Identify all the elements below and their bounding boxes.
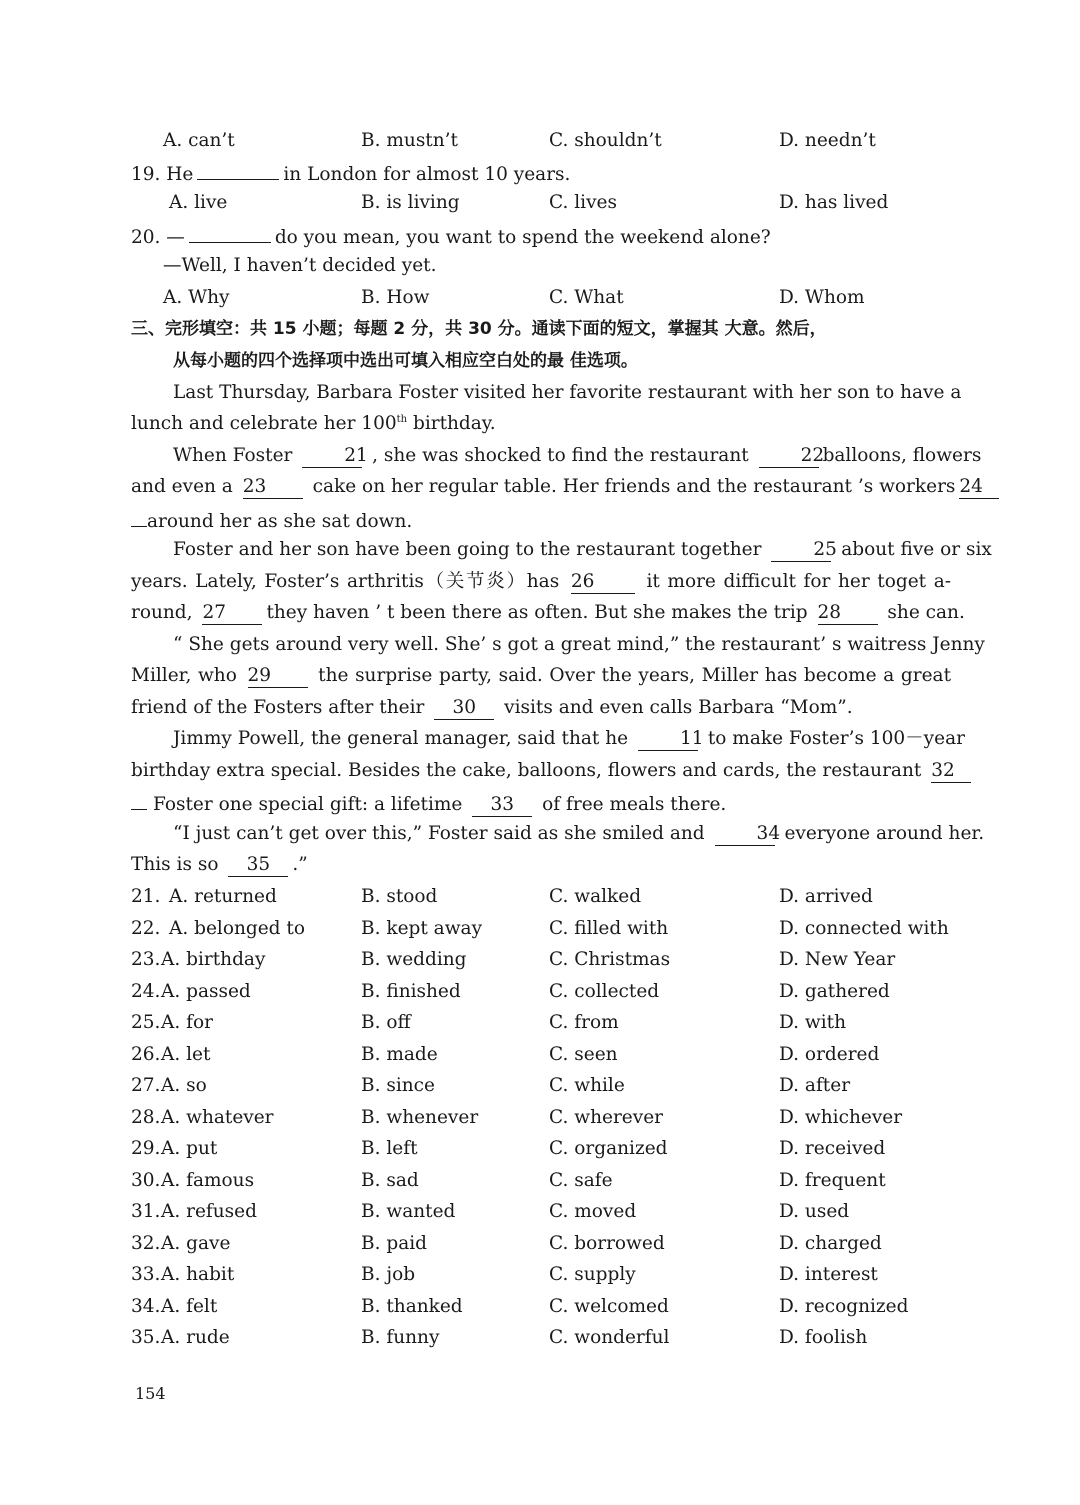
passage-line (131, 850, 308, 880)
passage-line (131, 504, 412, 534)
blank-22: 22 (759, 445, 819, 468)
option-d: D. used (779, 1201, 850, 1222)
option-a: A. let (161, 1043, 211, 1065)
passage-text: to make Foster’s 100－year (707, 728, 965, 749)
blank-32-continued (131, 787, 147, 810)
passage-line: Last Thursday, Barbara Foster visited her favorite restaurant with her son to have a (173, 382, 962, 403)
choice-row (131, 1292, 951, 1322)
option-b: B. since (361, 1075, 435, 1096)
question-19 (131, 157, 570, 187)
page-number: 154 (135, 1384, 166, 1403)
passage-text: Miller, who (131, 665, 237, 686)
blank-32: 32 (931, 760, 971, 783)
blank-31: 11 (638, 728, 698, 751)
passage-text: This is so (131, 854, 219, 875)
option-a: A. refused (161, 1201, 257, 1222)
option-a: A. belonged to (169, 917, 305, 939)
passage-text: of free meals there. (542, 794, 727, 815)
option-d: D. New Year (779, 949, 896, 970)
option-a: A. felt (161, 1295, 218, 1317)
option-b: B. thanked (361, 1295, 463, 1317)
passage-line (131, 441, 982, 471)
blank-33: 33 (472, 794, 532, 817)
question-number: 24. (131, 980, 161, 1002)
option-b: B. sad (361, 1169, 419, 1191)
option-d: D. needn’t (779, 130, 876, 151)
section-heading: 三、完形填空：共 15 小题；每题 2 分，共 30 分。通读下面的短文，掌握其 大意。然后， (131, 319, 827, 339)
option-d: D. gathered (779, 980, 890, 1002)
option-b: B. wanted (361, 1201, 456, 1222)
option-a: A. famous (161, 1169, 255, 1191)
passage-text: Foster one special gift: a lifetime (153, 794, 463, 815)
option-c: C. moved (549, 1201, 637, 1222)
question-number: 25. (131, 1012, 161, 1033)
option-a: A. whatever (161, 1106, 274, 1128)
blank-27: 27 (202, 602, 262, 625)
option-c: C. lives (549, 192, 617, 213)
option-c: C. wonderful (549, 1327, 670, 1348)
question-number: 32. (131, 1232, 161, 1254)
passage-text: and even a (131, 476, 233, 497)
option-c: C. filled with (549, 917, 669, 939)
answer-blank (189, 220, 271, 243)
choice-row (131, 1040, 951, 1070)
option-c: C. walked (549, 886, 642, 907)
question-number: 20. — (131, 227, 185, 248)
option-b: B. made (361, 1043, 438, 1065)
option-a: A. returned (169, 886, 277, 907)
passage-line: “ She gets around very well. She’ s got a great mind,” the restaurant’ s waitress Jenny (173, 634, 985, 655)
q20-options (131, 283, 951, 313)
blank-34: 34 (715, 823, 775, 846)
option-d: D. ordered (779, 1043, 880, 1065)
passage-text: years. Lately, Foster’s arthritis（关节炎）has (131, 571, 560, 592)
question-text: do you mean, you want to spend the weekend alone? (274, 227, 771, 248)
option-b: B. stood (361, 886, 438, 907)
passage-text: visits and even calls Barbara “Mom”. (504, 697, 853, 718)
passage-text: birthday extra special. Besides the cake, balloons, flowers and cards, the restaurant (131, 760, 922, 781)
option-a: A. Why (163, 287, 230, 308)
passage-text: .” (292, 854, 308, 875)
question-number: 29. (131, 1138, 161, 1159)
passage-text: about five or six (841, 539, 992, 560)
option-d: D. after (779, 1075, 851, 1096)
question-text: in London for almost 10 years. (283, 164, 571, 185)
choice-row (131, 977, 951, 1007)
passage-text: cake on her regular table. Her friends and the restaurant ’s workers (312, 476, 956, 497)
option-d: D. connected with (779, 917, 949, 939)
option-b: B. left (361, 1138, 418, 1159)
option-d: D. interest (779, 1264, 878, 1285)
passage-line (131, 756, 955, 786)
passage-line (131, 472, 983, 502)
passage-text: “I just can’t get over this,” Foster said as she smiled and (173, 823, 705, 844)
option-c: C. What (549, 287, 624, 308)
option-a: A. birthday (161, 949, 266, 970)
q19-options (131, 188, 951, 218)
option-b: B. whenever (361, 1106, 479, 1128)
passage-text: Foster and her son have been going to the restaurant together (173, 539, 762, 560)
option-d: D. received (779, 1138, 886, 1159)
question-number: 27. (131, 1075, 161, 1096)
passage-text: the surprise party, said. Over the years, Miller has become a great (318, 665, 952, 686)
option-a: A. passed (161, 980, 251, 1002)
blank-25: 25 (771, 539, 831, 562)
option-c: C. from (549, 1012, 619, 1033)
option-c: C. supply (549, 1264, 636, 1285)
option-d: D. arrived (779, 886, 873, 907)
blank-24: 24 (959, 476, 999, 499)
option-c: C. shouldn’t (549, 130, 662, 151)
choice-row (131, 1134, 951, 1164)
option-a: A. so (161, 1075, 207, 1096)
choice-row (131, 882, 951, 912)
passage-text: it more difficult for her toget a- (646, 571, 951, 592)
blank-26: 26 (571, 571, 635, 594)
option-b: B. is living (361, 192, 460, 213)
option-b: B. wedding (361, 949, 467, 970)
answer-blank (197, 157, 279, 180)
option-d: D. foolish (779, 1327, 868, 1348)
option-b: B. off (361, 1012, 411, 1033)
passage-line (131, 787, 726, 817)
q18-options (131, 126, 951, 156)
option-b: B. funny (361, 1327, 440, 1348)
option-d: D. with (779, 1012, 847, 1033)
choice-row (131, 914, 951, 944)
option-a: A. live (169, 192, 228, 213)
passage-text: Jimmy Powell, the general manager, said that he (173, 728, 629, 749)
option-a: A. for (161, 1012, 213, 1033)
choice-row (131, 1260, 951, 1290)
passage-line (131, 724, 965, 754)
blank-30: 30 (434, 697, 494, 720)
option-b: B. How (361, 287, 430, 308)
section-heading-2: 从每小题的四个选择项中选出可填入相应空白处的最 佳选项。 (173, 351, 638, 371)
question-number: 30. (131, 1169, 161, 1191)
option-a: A. put (161, 1138, 218, 1159)
option-c: C. wherever (549, 1106, 663, 1128)
choice-row (131, 1008, 951, 1038)
option-d: D. whichever (779, 1106, 903, 1128)
passage-text: around her as she sat down. (147, 511, 413, 532)
passage-text: When Foster (173, 445, 293, 466)
passage-line (131, 661, 951, 691)
blank-21: 21 (302, 445, 362, 468)
option-a: A. habit (161, 1264, 235, 1285)
option-b: B. kept away (361, 917, 483, 939)
passage-text: they haven ’ t been there as often. But she makes the trip (266, 602, 808, 623)
blank-29: 29 (248, 665, 308, 688)
question-number: 34. (131, 1295, 161, 1317)
option-c: C. welcomed (549, 1295, 669, 1317)
option-c: C. while (549, 1075, 625, 1096)
blank-24-continued (131, 504, 147, 527)
passage-text: she can. (887, 602, 965, 623)
choice-row (131, 1197, 951, 1227)
passage-text: friend of the Fosters after their (131, 697, 425, 718)
choice-row (131, 1071, 951, 1101)
question-20-reply: —Well, I haven’t decided yet. (163, 255, 437, 276)
option-a: A. rude (161, 1327, 230, 1348)
passage-line (131, 819, 985, 849)
superscript: th (396, 413, 408, 425)
choice-row (131, 945, 951, 975)
blank-28: 28 (818, 602, 878, 625)
question-number: 33. (131, 1264, 161, 1285)
option-d: D. frequent (779, 1169, 886, 1191)
option-b: B. finished (361, 980, 461, 1002)
blank-35: 35 (228, 854, 288, 877)
choice-row (131, 1229, 951, 1259)
option-b: B. job (361, 1264, 416, 1285)
option-c: C. seen (549, 1043, 618, 1065)
passage-line (131, 409, 496, 439)
question-number: 28. (131, 1106, 161, 1128)
question-number: 21. (131, 886, 161, 907)
option-a: A. gave (161, 1232, 231, 1254)
option-b: B. mustn’t (361, 130, 458, 151)
option-d: D. charged (779, 1232, 882, 1254)
choice-row (131, 1166, 951, 1196)
option-d: D. recognized (779, 1295, 909, 1317)
option-d: D. Whom (779, 287, 865, 308)
choice-row (131, 1323, 951, 1353)
option-c: C. Christmas (549, 949, 671, 970)
option-c: C. borrowed (549, 1232, 665, 1254)
question-number: 22. (131, 917, 161, 939)
passage-text: balloons, flowers (822, 445, 982, 466)
question-number: 23. (131, 949, 161, 970)
option-d: D. has lived (779, 192, 889, 213)
passage-line (131, 693, 853, 723)
option-c: C. safe (549, 1169, 613, 1191)
passage-line (131, 535, 992, 565)
passage-text: lunch and celebrate her 100 (131, 413, 397, 434)
option-c: C. collected (549, 980, 660, 1002)
choice-row (131, 1103, 951, 1133)
question-number: 19. He (131, 164, 194, 185)
option-a: A. can’t (163, 130, 235, 151)
passage-text: everyone around her. (784, 823, 985, 844)
question-number: 35. (131, 1327, 161, 1348)
option-c: C. organized (549, 1138, 668, 1159)
option-b: B. paid (361, 1232, 427, 1254)
passage-text: birthday. (407, 413, 496, 434)
blank-23: 23 (243, 476, 303, 499)
passage-text: round, (131, 602, 193, 623)
question-number: 31. (131, 1201, 161, 1222)
passage-text: , she was shocked to find the restaurant (372, 445, 749, 466)
passage-line (131, 567, 951, 597)
passage-line (131, 598, 965, 628)
question-20 (131, 220, 771, 250)
question-number: 26. (131, 1043, 161, 1065)
